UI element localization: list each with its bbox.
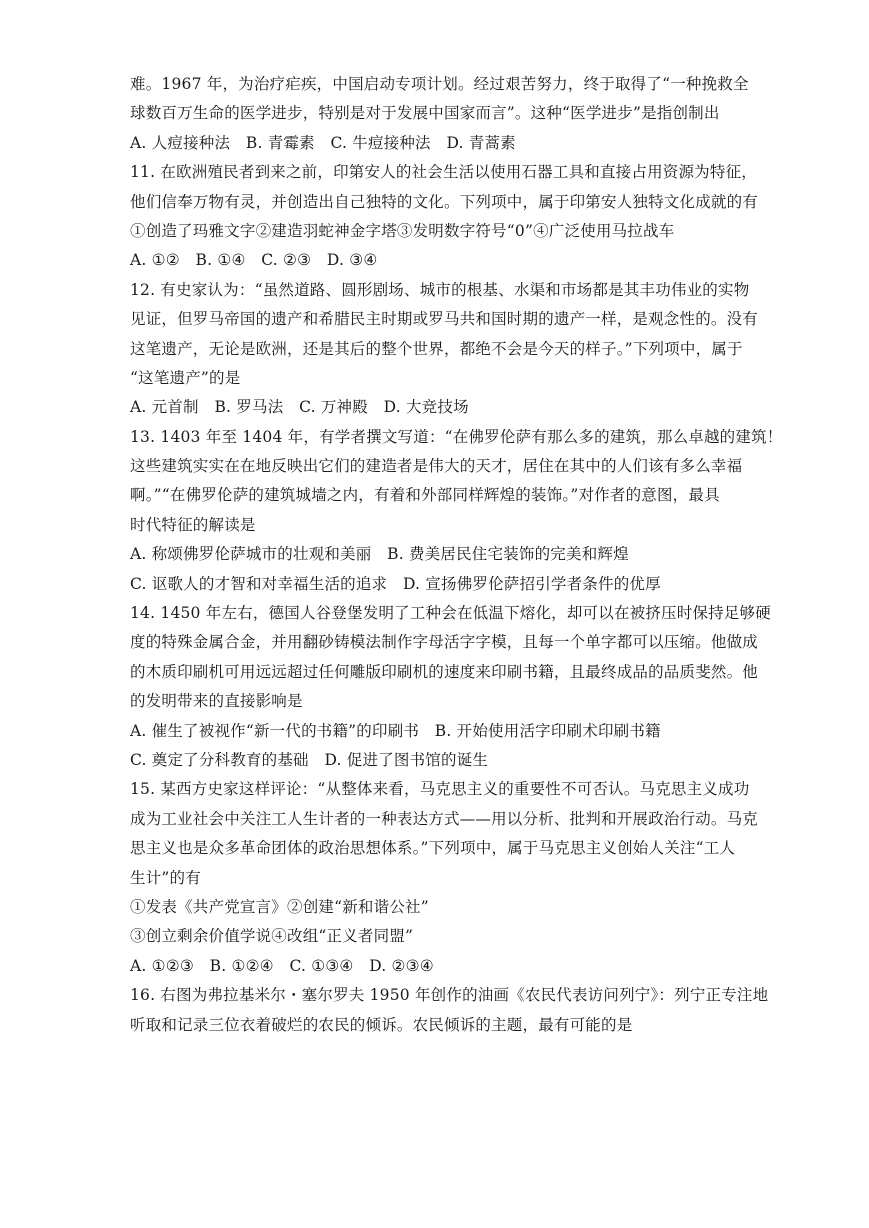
text-line: 听取和记录三位衣着破烂的农民的倾诉。农民倾诉的主题，最有可能的是 [130,1015,633,1034]
answer-options: C. 奠定了分科教育的基础 D. 促进了图书馆的诞生 [130,750,489,769]
answer-options: A. 人痘接种法 B. 青霉素 C. 牛痘接种法 D. 青蒿素 [130,133,516,152]
question-12-stem: 12. 有史家认为：“虽然道路、圆形剧场、城市的根基、水渠和市场都是其丰功伟业的实物 [130,280,750,299]
answer-options: A. 催生了被视作“新一代的书籍”的印刷书 B. 开始使用活字印刷术印刷书籍 [130,721,661,740]
text-line: 球数百万生命的医学进步，特别是对于发展中国家而言”。这种“医学进步”是指创制出 [130,104,720,123]
answer-options: A. 称颂佛罗伦萨城市的壮观和美丽 B. 费美居民住宅装饰的完美和辉煌 [130,545,629,564]
question-15-stem: 15. 某西方史家这样评论：“从整体来看，马克思主义的重要性不可否认。马克思主义成功 [130,780,750,799]
question-11-stem: 11. 在欧洲殖民者到来之前，印第安人的社会生活以使用石器工具和直接占用资源为特征， [130,163,757,182]
question-16-stem: 16. 右图为弗拉基米尔・塞尔罗夫 1950 年创作的油画《农民代表访问列宁》：列宁正专注地 [130,986,769,1005]
question-13-stem: 13. 1403 年至 1404 年，有学者撰文写道：“在佛罗伦萨有那么多的建筑，那么卓越的建筑！ [130,427,783,446]
answer-options: A. ①② B. ①④ C. ②③ D. ③④ [130,251,378,270]
text-line: 啊。”“在佛罗伦萨的建筑城墙之内，有着和外部同样辉煌的装饰。”对作者的意图，最具 [130,486,720,505]
text-line: “这笔遗产”的是 [130,368,241,387]
text-line: 这些建筑实实在在地反映出它们的建造者是伟大的天才，居住在其中的人们该有多么幸福 [130,457,743,476]
text-line: 难。1967 年，为治疗疟疾，中国启动专项计划。经过艰苦努力，终于取得了“一种挽救全 [130,75,749,93]
text-line: 见证，但罗马帝国的遗产和希腊民主时期或罗马共和国时期的遗产一样，是观念性的。没有 [130,310,759,329]
text-line: ①发表《共产党宣言》②创建“新和谐公社” [130,897,429,916]
text-line: 这笔遗产，无论是欧洲，还是其后的整个世界，都绝不会是今天的样子。”下列项中，属于 [130,339,743,358]
question-14-stem: 14. 1450 年左右，德国人谷登堡发明了工种会在低温下熔化，却可以在被挤压时保持足够硬 [130,604,771,623]
answer-options: A. ①②③ B. ①②④ C. ①③④ D. ②③④ [130,956,434,975]
text-line: 成为工业社会中关注工人生计者的一种表达方式——用以分析、批判和开展政治行动。马克 [130,809,759,828]
text-line: 时代特征的解读是 [130,515,256,534]
answer-options: C. 讴歌人的才智和对幸福生活的追求 D. 宣扬佛罗伦萨招引学者条件的优厚 [130,574,661,593]
text-line: 他们信奉万物有灵，并创造出自己独特的文化。下列项中，属于印第安人独特文化成就的有 [130,192,759,211]
document-page [130,70,783,1040]
text-line: 度的特殊金属合金，并用翻砂铸模法制作字母活字字模，且每一个单字都可以压缩。他做成 [130,633,759,652]
answer-options: A. 元首制 B. 罗马法 C. 万神殿 D. 大竞技场 [130,398,469,417]
text-line: ①创造了玛雅文字②建造羽蛇神金字塔③发明数字符号“0”④广泛使用马拉战车 [130,221,675,240]
text-line: 思主义也是众多革命团体的政治思想体系。”下列项中，属于马克思主义创始人关注“工人 [130,839,736,858]
text-line: ③创立剩余价值学说④改组“正义者同盟” [130,927,414,946]
text-line: 生计”的有 [130,868,201,887]
text-line: 的发明带来的直接影响是 [130,692,303,711]
text-line: 的木质印刷机可用远远超过任何雕版印刷机的速度来印刷书籍，且最终成品的品质斐然。他 [130,662,759,681]
